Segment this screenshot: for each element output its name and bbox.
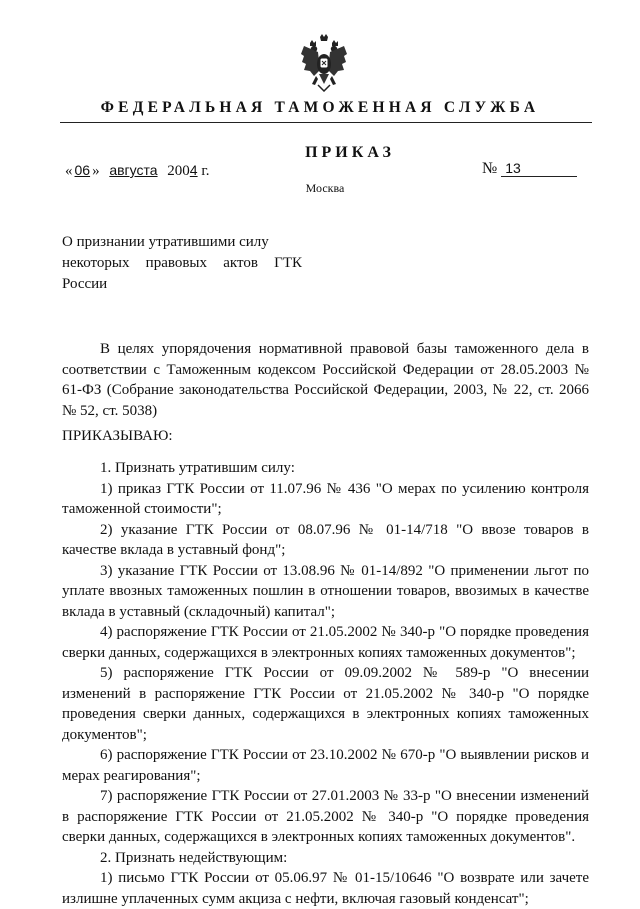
section-heading: 1. Признать утратившим силу: xyxy=(100,460,295,476)
list-item: 3) указание ГТК России от 13.08.96 № 01-14/892 "О применении льгот по уплате ввозных таможенных пошлин в отношении товаров, ввозимых в качестве вклада в уставный (складочный) капитал"; xyxy=(62,562,589,620)
date-year-prefix: 200 xyxy=(167,163,190,179)
section-heading: 2. Признать недействующим: xyxy=(100,849,288,866)
subject-line: некоторых правовых актов ГТК xyxy=(62,255,302,271)
order-date xyxy=(65,162,210,180)
decree-block xyxy=(62,426,589,447)
double-headed-eagle-emblem xyxy=(300,34,348,92)
list-item: 5) распоряжение ГТК России от 09.09.2002 № 589-р "О внесении изменений в распоряжение ГТК России от 21.05.2002 № 340-р "О порядке проведения сверки данных, содержащихся в электронных копиях таможенных документов"; xyxy=(62,665,589,743)
order-subject xyxy=(62,232,302,295)
date-suffix: г. xyxy=(201,163,210,179)
list-item: 2) указание ГТК России от 08.07.96 № 01-14/718 "О ввозе товаров в качестве вклада в уставный фонд"; xyxy=(62,521,589,558)
date-day: 06 xyxy=(74,162,91,178)
header-divider xyxy=(60,122,592,123)
date-close-quote: » xyxy=(92,163,100,179)
subject-line: России xyxy=(62,276,108,292)
list-item: 7) распоряжение ГТК России от 27.01.2003 № 33-р "О внесении изменений в распоряжение ГТК России от 21.05.2002 № 340-р "О порядке проведения сверки данных, содержащихся в электронных копиях таможенных документов". xyxy=(62,788,589,845)
number-sign: № xyxy=(482,160,498,177)
list-item: 4) распоряжение ГТК России от 21.05.2002 № 340-р "О порядке проведения сверки данных, содержащихся в электронных копиях таможенных документов"; xyxy=(62,624,589,661)
list-item: 6) распоряжение ГТК России от 23.10.2002 № 670-р "О выявлении рисков и мерах реагирования"; xyxy=(62,747,589,784)
decree-word: ПРИКАЗЫВАЮ: xyxy=(62,428,173,444)
order-city: Москва xyxy=(305,181,345,195)
list-item: 1) письмо ГТК России от 05.06.97 № 01-15/10646 "О возврате или зачете излишне уплаченных сумм акциза с нефти, включая газовый конденсат"; xyxy=(62,870,589,907)
preamble-paragraph: В целях упорядочения нормативной правовой базы таможенного дела в соответствии с Таможенным кодексом Российской Федерации от 28.05.2003 № 61-ФЗ (Собрание законодательства Российской Федерации, 2003, № 22, ст. 2066 № 52, ст. 5038) xyxy=(62,341,589,419)
preamble-block xyxy=(62,339,589,421)
date-open-quote: « xyxy=(65,163,73,179)
order-provisions xyxy=(62,458,589,909)
order-number xyxy=(482,160,577,178)
date-year-digit: 4 xyxy=(189,162,198,178)
order-title: ПРИКАЗ xyxy=(305,144,395,161)
number-value: 13 xyxy=(501,160,577,177)
list-item: 1) приказ ГТК России от 11.07.96 № 436 "О мерах по усилению контроля таможенной стоимости"; xyxy=(62,480,589,517)
agency-name: ФЕДЕРАЛЬНАЯ ТАМОЖЕННАЯ СЛУЖБА xyxy=(100,99,540,116)
subject-line: О признании утратившими силу xyxy=(62,234,269,250)
date-month: августа xyxy=(109,162,158,178)
